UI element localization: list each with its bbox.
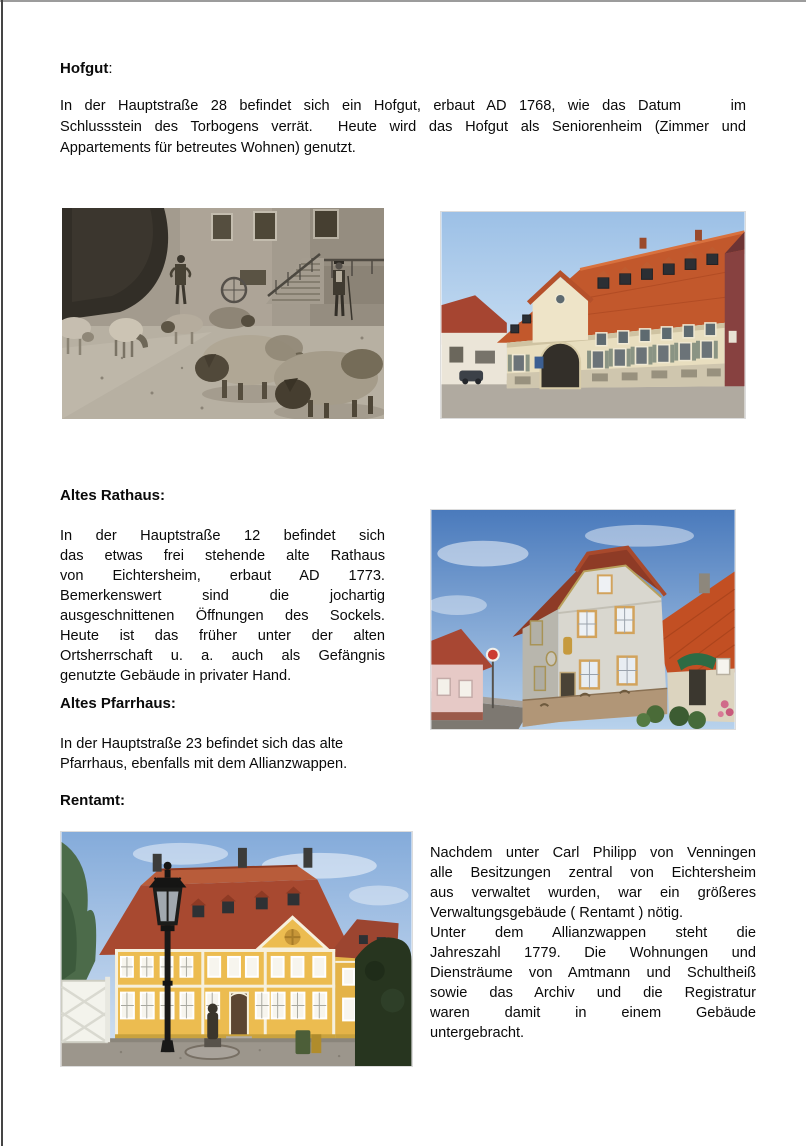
paragraph-line: Jahreszahl 1779. Die Wohnungen und <box>430 945 756 961</box>
paragraph-line: Bemerkenswert sind die jochartig <box>60 588 385 604</box>
paragraph-line: Appartements für betreutes Wohnen) genutzt. <box>60 140 356 156</box>
paragraph-line: Diensträume von Amtmann und Schultheiß <box>430 965 756 981</box>
page-border-left <box>1 0 3 1146</box>
paragraph-altes-rathaus <box>60 526 385 686</box>
photo-historic-farmyard <box>62 208 384 419</box>
paragraph-line: In der Hauptstraße 23 befindet sich das alte <box>60 736 344 752</box>
paragraph-line: Unter dem Allianzwappen steht die <box>430 925 756 941</box>
paragraph-line: genutzte Gebäude in privater Hand. <box>60 668 292 684</box>
heading-hofgut-colon: : <box>108 60 113 77</box>
paragraph-line: das etwas frei stehende alte Rathaus <box>60 548 385 564</box>
paragraph-altes-pfarrhaus <box>60 734 416 774</box>
photo-hofgut-building <box>440 211 746 419</box>
paragraph-rentamt <box>430 843 756 1043</box>
paragraph-line: aus verwaltet wurden, war ein größeres <box>430 885 756 901</box>
paragraph-line: Schlussstein des Torbogens verrät. Heute wird das Hofgut als Seniorenheim (Zimmer und <box>60 119 746 135</box>
heading-rentamt: Rentamt: <box>60 792 126 809</box>
paragraph-line: Verwaltungsgebäude ( Rentamt ) nötig. <box>430 905 684 921</box>
paragraph-line: Heute ist das früher unter der alten <box>60 628 385 644</box>
paragraph-line: sowie das Archiv und die Registratur <box>430 985 756 1001</box>
paragraph-line: In der Hauptstraße 28 befindet sich ein Hofgut, erbaut AD 1768, wie das Datum im <box>60 98 746 114</box>
paragraph-hofgut <box>60 96 746 159</box>
paragraph-line: Pfarrhaus, ebenfalls mit dem Allianzwappen. <box>60 756 348 772</box>
heading-altes-pfarrhaus: Altes Pfarrhaus: <box>60 695 176 712</box>
page-border-top <box>0 0 806 2</box>
heading-hofgut-bold: Hofgut <box>60 60 109 77</box>
photo-rentamt-building <box>60 831 413 1067</box>
paragraph-line: untergebracht. <box>430 1025 525 1041</box>
paragraph-line: Nachdem unter Carl Philipp von Venningen <box>430 845 756 861</box>
paragraph-line: alle Besitzungen zentral von Eichtersheim <box>430 865 756 881</box>
heading-altes-rathaus: Altes Rathaus: <box>60 487 166 504</box>
paragraph-line: In der Hauptstraße 12 befindet sich <box>60 528 385 544</box>
heading-hofgut <box>60 59 112 79</box>
photo-altes-rathaus <box>430 509 736 730</box>
paragraph-line: waren damit in einem Gebäude <box>430 1005 756 1021</box>
paragraph-line: Ortsherrschaft u. a. auch als Gefängnis <box>60 648 385 664</box>
paragraph-line: von Eichtersheim, erbaut AD 1773. <box>60 568 385 584</box>
paragraph-line: ausgeschnittenen Öffnungen des Sockels. <box>60 608 385 624</box>
